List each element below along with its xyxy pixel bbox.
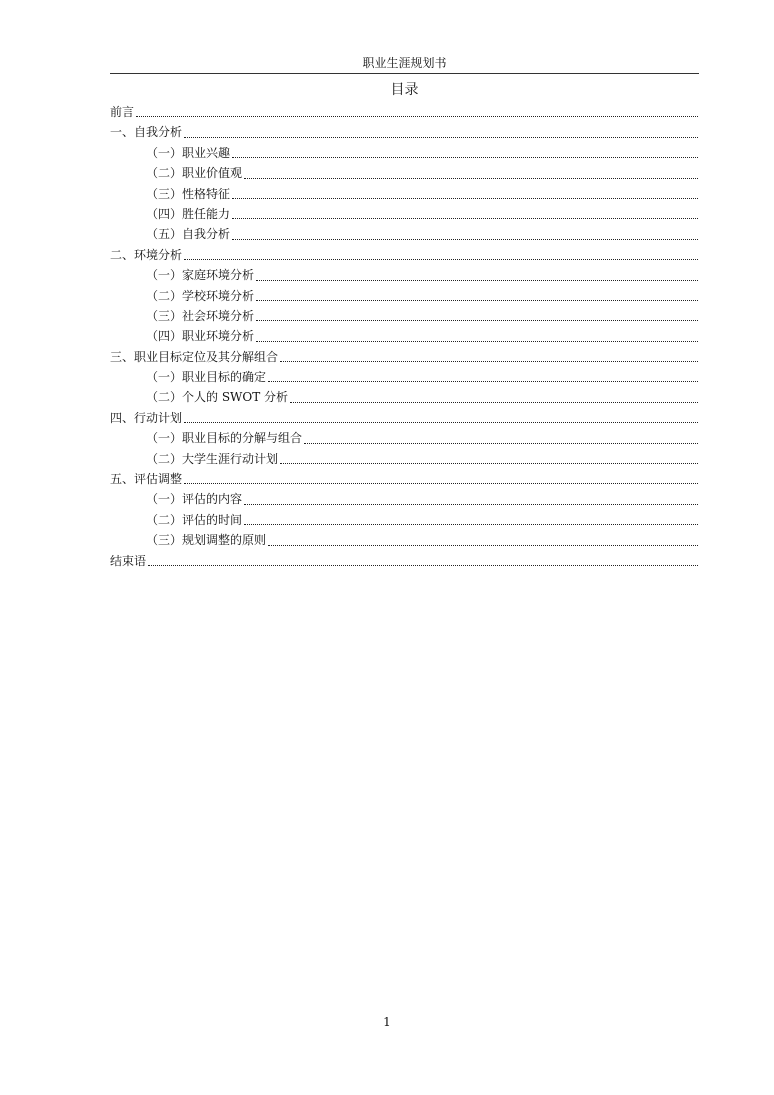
toc-entry-label: 三、职业目标定位及其分解组合 (110, 349, 279, 364)
dot-leader (244, 524, 698, 525)
toc-entry-label: （一）评估的内容 (146, 492, 243, 507)
dot-leader (136, 116, 698, 117)
toc-entry-label: （一）家庭环境分析 (146, 268, 255, 283)
toc-entry[interactable] (110, 551, 699, 571)
dot-leader (256, 341, 698, 342)
toc-entry[interactable] (110, 489, 699, 509)
dot-leader (268, 545, 698, 546)
toc-entry[interactable] (110, 530, 699, 550)
toc-entry-label: （五）自我分析 (146, 227, 231, 242)
dot-leader (232, 157, 698, 158)
toc-entry[interactable] (110, 245, 699, 265)
toc-entry[interactable] (110, 163, 699, 183)
toc-entry[interactable] (110, 122, 699, 142)
toc-entry[interactable] (110, 102, 699, 122)
toc-entry[interactable] (110, 143, 699, 163)
toc-entry-label: 结束语 (110, 553, 147, 568)
toc-entry[interactable] (110, 510, 699, 530)
toc-title: 目录 (390, 82, 419, 98)
dot-leader (232, 239, 698, 240)
dot-leader (256, 280, 698, 281)
toc-entry-label: （一）职业目标的分解与组合 (146, 431, 303, 446)
toc-entry-label: 一、自我分析 (110, 125, 183, 140)
toc-entry[interactable] (110, 204, 699, 224)
dot-leader (256, 320, 698, 321)
dot-leader (232, 218, 698, 219)
toc-entry[interactable] (110, 326, 699, 346)
dot-leader (256, 300, 698, 301)
toc-entry-label: 前言 (110, 104, 135, 119)
dot-leader (148, 565, 698, 566)
toc-entry-label: （二）评估的时间 (146, 512, 243, 527)
dot-leader (304, 443, 698, 444)
toc-entry-label: 二、环境分析 (110, 247, 183, 262)
toc-entry[interactable] (110, 367, 699, 387)
toc-entry-label: （四）胜任能力 (146, 206, 231, 221)
page-number: 1 (383, 1015, 391, 1029)
toc-entry[interactable] (110, 387, 699, 407)
dot-leader (184, 422, 698, 423)
dot-leader (244, 178, 698, 179)
toc-entry-label: （四）职业环境分析 (146, 329, 255, 344)
toc-entry-label: 五、评估调整 (110, 472, 183, 487)
toc-entry-label: （二）学校环境分析 (146, 288, 255, 303)
toc-entry-label: 四、行动计划 (110, 410, 183, 425)
toc-entry[interactable] (110, 224, 699, 244)
toc-entry-label: （三）社会环境分析 (146, 308, 255, 323)
toc-entry-label: （二）个人的 SWOT 分析 (146, 390, 289, 405)
toc-entry-label: （二）大学生涯行动计划 (146, 451, 279, 466)
toc-entry[interactable] (110, 449, 699, 469)
dot-leader (232, 198, 698, 199)
toc-entry-label: （三）性格特征 (146, 186, 231, 201)
dot-leader (184, 483, 698, 484)
dot-leader (280, 361, 698, 362)
toc-entry[interactable] (110, 286, 699, 306)
toc-entry-label: （一）职业目标的确定 (146, 370, 267, 385)
toc-entry[interactable] (110, 265, 699, 285)
toc-entry[interactable] (110, 428, 699, 448)
toc-entry-label: （一）职业兴趣 (146, 145, 231, 160)
toc-entry-label: （三）规划调整的原则 (146, 533, 267, 548)
dot-leader (184, 259, 698, 260)
toc-entry[interactable] (110, 306, 699, 326)
dot-leader (184, 137, 698, 138)
table-of-contents (110, 102, 699, 571)
toc-entry[interactable] (110, 184, 699, 204)
dot-leader (244, 504, 698, 505)
toc-entry[interactable] (110, 347, 699, 367)
dot-leader (280, 463, 698, 464)
running-header: 职业生涯规划书 (110, 53, 699, 74)
dot-leader (268, 381, 698, 382)
toc-entry[interactable] (110, 469, 699, 489)
toc-entry[interactable] (110, 408, 699, 428)
dot-leader (290, 402, 698, 403)
toc-entry-label: （二）职业价值观 (146, 166, 243, 181)
